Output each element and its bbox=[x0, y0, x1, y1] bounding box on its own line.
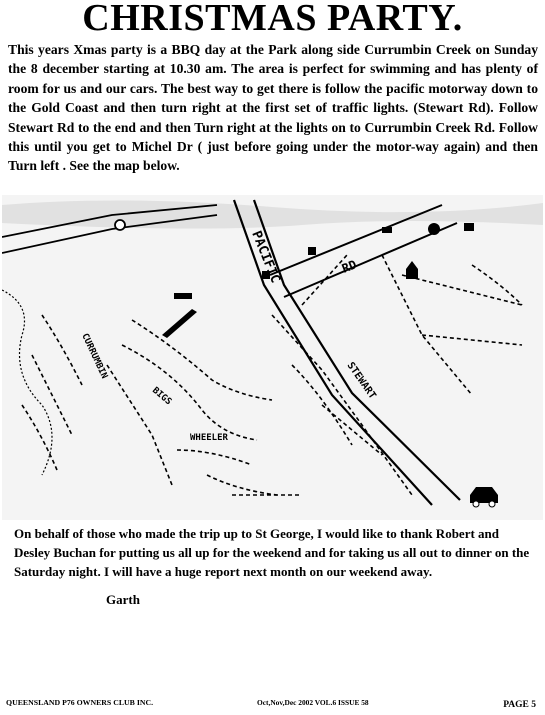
map-label-rd: RD bbox=[339, 257, 359, 276]
footer-club-name: QUEENSLAND P76 OWNERS CLUB INC. bbox=[6, 698, 154, 707]
signature: Garth bbox=[106, 592, 140, 607]
footer-issue: Oct,Nov,Dec 2002 VOL.6 ISSUE 58 bbox=[257, 698, 369, 707]
map-label-stewart: STEWART bbox=[344, 360, 378, 402]
poi-square-marker bbox=[308, 247, 316, 255]
church-icon bbox=[464, 223, 474, 231]
intro-paragraph: This years Xmas party is a BBQ day at the Park along side Currumbin Creek on Sunday the 8 december starting at 10.30 am. The area is perfect for swimming and has plenty of room for us and our cars. The best way to get there is follow the pacific motorway down to the Gold Coast and then turn right at the first set of traffic lights. (Stewart Rd). Follow Stewart Rd to the end and then Turn right at the lights on to Currumbin Creek Rd. Follow this until you get to Michel Dr ( just before going under the motor-way again) and then Turn left . See the map below. bbox=[8, 42, 538, 174]
footer-page-number: PAGE 5 bbox=[503, 700, 536, 710]
map-label-pacific: PACIFIC bbox=[248, 228, 283, 286]
map-label-bigs: BIGS bbox=[150, 385, 174, 408]
poi-circle-marker bbox=[428, 223, 440, 235]
map-background bbox=[2, 195, 543, 520]
map-label-wheeler: WHEELER bbox=[190, 433, 228, 443]
map-drawing bbox=[2, 195, 543, 520]
page-title: CHRISTMAS PARTY. bbox=[82, 0, 463, 39]
location-map bbox=[2, 195, 543, 520]
map-label-currumbin: CURRUMBIN bbox=[79, 332, 109, 381]
page-footer bbox=[6, 698, 540, 714]
thanks-paragraph: On behalf of those who made the trip up to St George, I would like to thank Robert and Desley Buchan for putting us all up for the weekend and for taking us all out to dinner on the Saturday night. I will have a huge report next month on our weekend away. bbox=[14, 526, 530, 579]
toilets-icon bbox=[382, 227, 392, 233]
